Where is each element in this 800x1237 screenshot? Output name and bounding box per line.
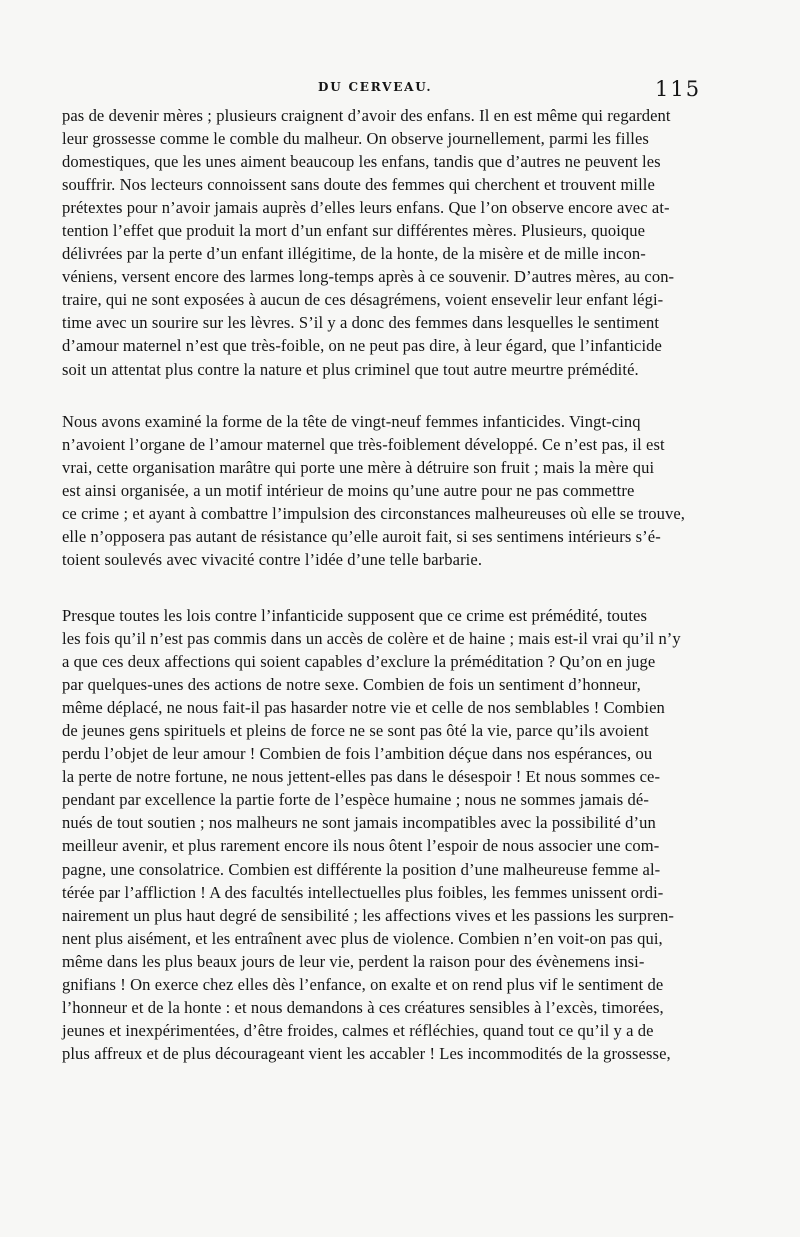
paragraph-line: traire, qui ne sont exposées à aucun de ces désagrémens, voient ensevelir leur enfant légi- <box>62 290 664 310</box>
paragraph-line: pagne, une consolatrice. Combien est différente la position d’une malheureuse femme al- <box>62 859 661 879</box>
paragraph-line: térée par l’affliction ! A des facultés intellectuelles plus foibles, les femmes unissent ordi- <box>62 882 664 902</box>
paragraph-line: a que ces deux affections qui soient capables d’exclure la préméditation ? Qu’on en juge <box>62 652 656 672</box>
paragraph-line: ce crime ; et ayant à combattre l’impulsion des circonstances malheureuses où elle se trouve, <box>62 504 686 524</box>
paragraph-line: soit un attentat plus contre la nature et plus criminel que tout autre meurtre prémédité. <box>62 359 639 379</box>
paragraph-line: perdu l’objet de leur amour ! Combien de fois l’ambition déçue dans nos espérances, ou <box>62 744 653 764</box>
paragraph-line: pas de devenir mères ; plusieurs craignent d’avoir des enfans. Il en est même qui regardent <box>62 106 671 125</box>
paragraph-line: véniens, versent encore des larmes long-temps après à ce souvenir. D’autres mères, au con- <box>62 267 675 287</box>
paragraph-line: domestiques, que les unes aiment beaucoup les enfans, tandis que d’autres ne peuvent les <box>62 152 661 172</box>
paragraph-line: time avec un sourire sur les lèvres. S’il y a donc des femmes dans lesquelles le sentiment <box>62 313 660 333</box>
paragraph-line: toient soulevés avec vivacité contre l’idée d’une telle barbarie. <box>62 550 483 570</box>
paragraph-line: leur grossesse comme le comble du malheur. On observe journellement, parmi les filles <box>62 129 649 149</box>
paragraph-line: l’honneur et de la honte : et nous demandons à ces créatures sensibles à l’excès, timorées, <box>62 997 664 1017</box>
paragraph-line: jeunes et inexpérimentées, d’être froides, calmes et réfléchies, quand tout ce qu’il y a de <box>62 1020 654 1040</box>
paragraph-line: d’amour maternel n’est que très-foible, on ne peut pas dire, à leur égard, que l’infanticide <box>62 336 662 356</box>
paragraph-line: nués de tout soutien ; nos malheurs ne sont jamais incompatibles avec la possibilité d’un <box>62 813 656 833</box>
paragraph-line: nent plus aisément, et les entraînent avec plus de violence. Combien n’en voit-on pas qui, <box>62 928 663 948</box>
paragraph-line: nairement un plus haut degré de sensibilité ; les affections vives et les passions les surpren- <box>62 905 674 925</box>
paragraph-line: Nous avons examiné la forme de la tête de vingt-neuf femmes infanticides. Vingt-cinq <box>62 412 641 431</box>
paragraph-line: vrai, cette organisation marâtre qui porte une mère à détruire son fruit ; mais la mère qui <box>62 458 655 478</box>
paragraph-line: la perte de notre fortune, ne nous jettent-elles pas dans le désespoir ! Et nous sommes ce- <box>62 767 661 787</box>
paragraph-line: même dans les plus beaux jours de leur vie, perdent la raison pour des évènemens insi- <box>62 951 645 971</box>
paragraph-line: même déplacé, ne nous fait-il pas hasarder notre vie et celle de nos semblables ! Combien <box>62 698 665 718</box>
paragraph-line: plus affreux et de plus décourageant vient les accabler ! Les incommodités de la grossesse, <box>62 1043 671 1063</box>
paragraph-line: souffrir. Nos lecteurs connoissent sans doute des femmes qui cherchent et trouvent mille <box>62 175 655 195</box>
paragraph-1 <box>62 104 740 381</box>
paragraph-line: délivrées par la perte d’un enfant illégitime, de la honte, de la misère et de mille incon- <box>62 244 646 264</box>
paragraph-line: elle n’opposera pas autant de résistance qu’elle auroit fait, si ses sentimens intérieurs s’é- <box>62 527 661 547</box>
paragraph-line: tention l’effet que produit la mort d’un enfant sur différentes mères. Plusieurs, quoique <box>62 221 646 241</box>
paragraph-3 <box>62 604 740 1065</box>
paragraph-line: n’avoient l’organe de l’amour maternel que très-foiblement développé. Ce n’est pas, il est <box>62 435 665 455</box>
paragraph-line: prétextes pour n’avoir jamais auprès d’elles leurs enfans. Que l’on observe encore avec at- <box>62 198 670 218</box>
paragraph-line: est ainsi organisée, a un motif intérieur de moins qu’une autre pour ne pas commettre <box>62 481 635 501</box>
paragraph-line: de jeunes gens spirituels et pleins de force ne se sont pas ôté la vie, parce qu’ils avoient <box>62 721 649 741</box>
running-head <box>0 77 800 104</box>
paragraph-line: les fois qu’il n’est pas commis dans un accès de colère et de haine ; mais est-il vrai qu’il n’y <box>62 629 681 649</box>
paragraph-line: Presque toutes les lois contre l’infanticide supposent que ce crime est prémédité, toutes <box>62 606 648 625</box>
page-number: 115 <box>655 77 702 101</box>
paragraph-line: gnifians ! On exerce chez elles dès l’enfance, on exalte et on rend plus vif le sentiment de <box>62 974 664 994</box>
running-title: DU CERVEAU. <box>318 80 433 94</box>
paragraph-line: par quelques-unes des actions de notre sexe. Combien de fois un sentiment d’honneur, <box>62 675 641 695</box>
paragraph-line: meilleur avenir, et plus rarement encore ils nous ôtent l’espoir de nous associer une com- <box>62 836 660 856</box>
paragraph-2 <box>62 410 740 571</box>
paragraph-line: pendant par excellence la partie forte de l’espèce humaine ; nous ne sommes jamais dé- <box>62 790 649 810</box>
